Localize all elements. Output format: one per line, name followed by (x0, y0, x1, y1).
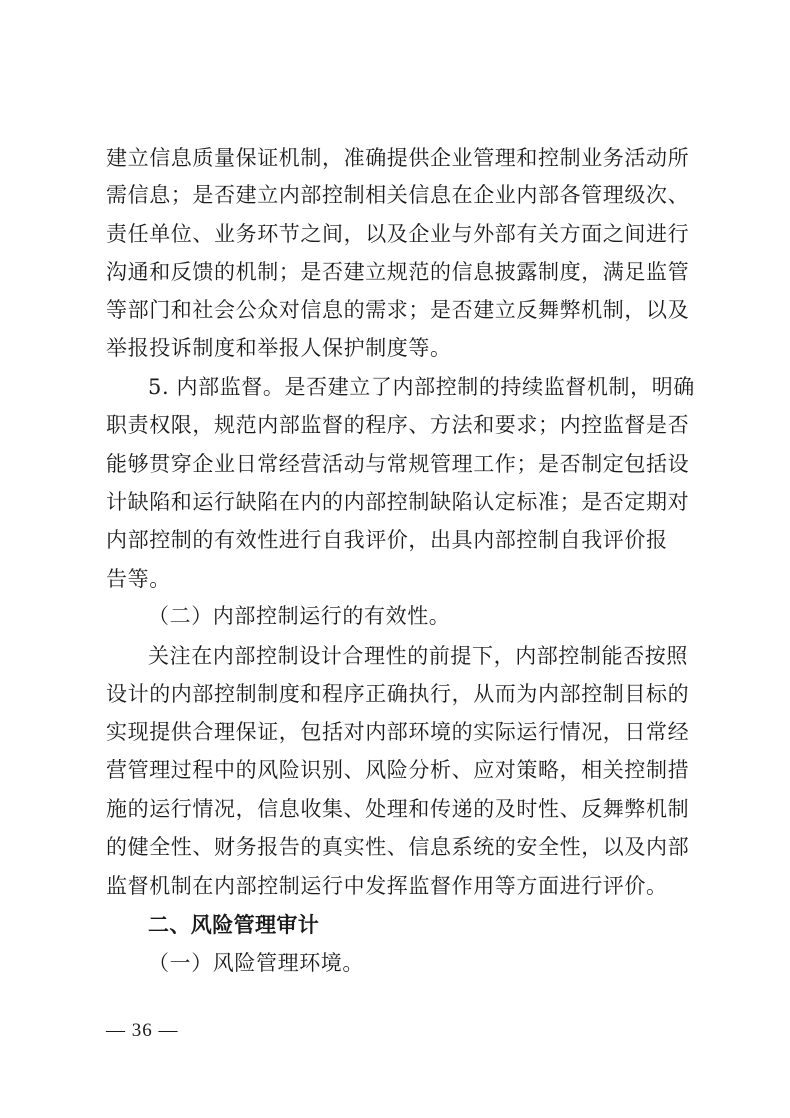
body-text-line: 能够贯穿企业日常经营活动与常规管理工作；是否制定包括设 (106, 452, 690, 476)
body-text-line: 关注在内部控制设计合理性的前提下，内部控制能否按照 (148, 644, 688, 668)
subsection-heading: （一）风险管理环境。 (148, 951, 364, 975)
body-text-line: 计缺陷和运行缺陷在内的内部控制缺陷认定标准；是否定期对 (106, 490, 690, 514)
subsection-heading: （二）内部控制运行的有效性。 (148, 604, 451, 628)
body-text-line: 建立信息质量保证机制，准确提供企业管理和控制业务活动所 (106, 146, 690, 170)
body-text-line: 的健全性、财务报告的真实性、信息系统的安全性，以及内部 (106, 835, 690, 859)
body-text-line: 实现提供合理保证，包括对内部环境的实际运行情况，日常经 (106, 720, 690, 744)
page-number: — 36 — (106, 1020, 179, 1041)
body-text-line: 职责权限，规范内部监督的程序、方法和要求；内控监督是否 (106, 413, 690, 437)
body-text-line: 等部门和社会公众对信息的需求；是否建立反舞弊机制，以及 (106, 298, 690, 322)
body-text-line: 设计的内部控制制度和程序正确执行，从而为内部控制目标的 (106, 682, 690, 706)
body-text-line: 营管理过程中的风险识别、风险分析、应对策略，相关控制措 (106, 758, 690, 782)
body-text-line: 监督机制在内部控制运行中发挥监督作用等方面进行评价。 (106, 874, 668, 898)
body-text-line: 施的运行情况，信息收集、处理和传递的及时性、反舞弊机制 (106, 797, 690, 821)
body-text-line: 告等。 (106, 567, 171, 591)
body-text-line: 责任单位、业务环节之间，以及企业与外部有关方面之间进行 (106, 222, 690, 246)
body-text-line: 需信息；是否建立内部控制相关信息在企业内部各管理级次、 (106, 183, 690, 207)
body-text-line: 内部控制的有效性进行自我评价，出具内部控制自我评价报 (106, 528, 668, 552)
section-heading: 二、风险管理审计 (148, 913, 320, 937)
body-text-line: 5. 内部监督。是否建立了内部控制的持续监督机制，明确 (148, 375, 695, 399)
body-text-line: 举报投诉制度和举报人保护制度等。 (106, 336, 452, 360)
body-text-line: 沟通和反馈的机制；是否建立规范的信息披露制度，满足监管 (106, 260, 690, 284)
